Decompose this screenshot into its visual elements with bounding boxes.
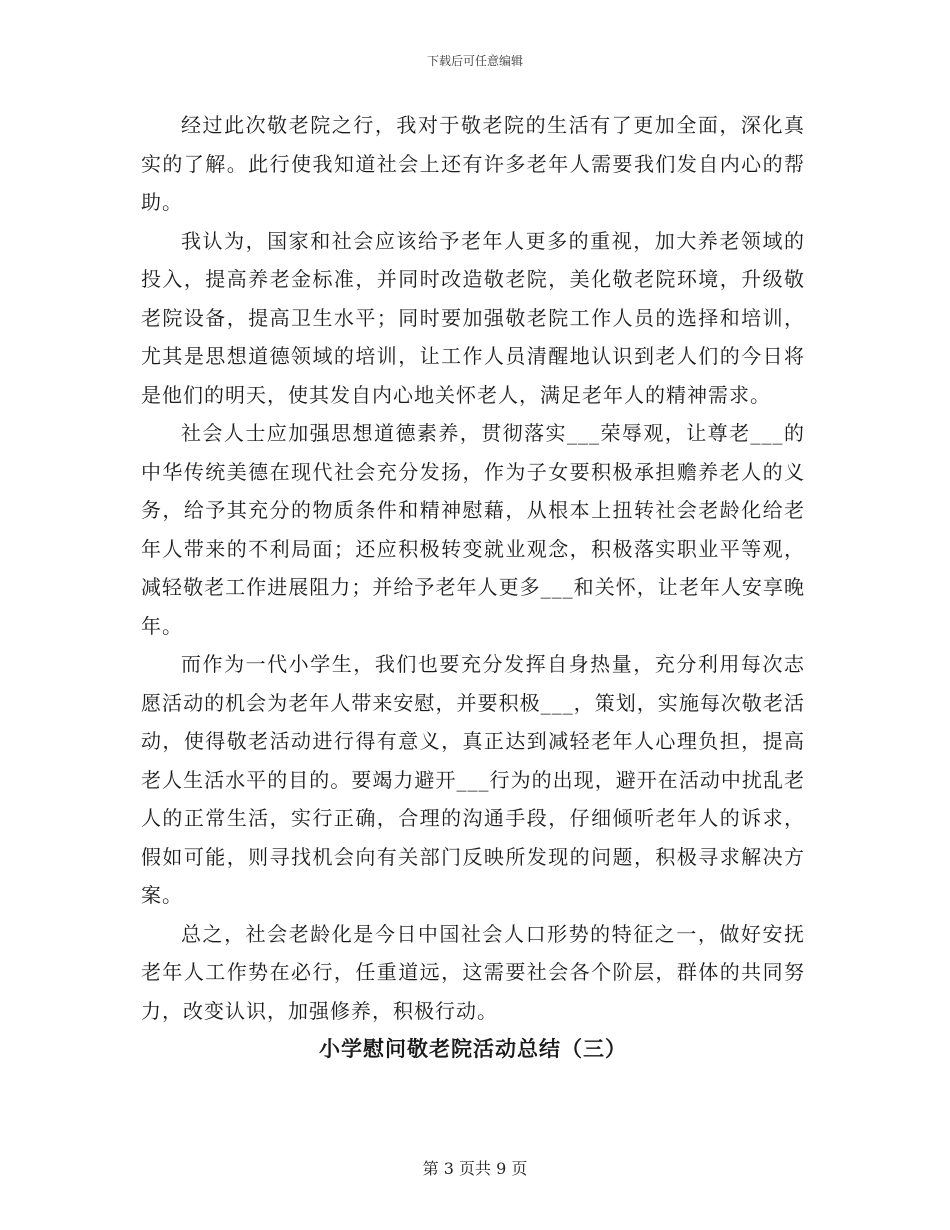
paragraph-1: 经过此次敬老院之行，我对于敬老院的生活有了更加全面，深化真实的了解。此行使我知道社会上还有许多老年人需要我们发自内心的帮助。 [141,113,805,214]
paragraph-4: 而作为一代小学生，我们也要充分发挥自身热量，充分利用每次志愿活动的机会为老年人带来安慰，并要积极___，策划，实施每次敬老活动，使得敬老活动进行得有意义，真正达到减轻老年人心理负担，提高老人生活水平的目的。要竭力避开___行为的出现，避开在活动中扰乱老人的正常生活，实行正确，合理的沟通手段，仔细倾听老年人的诉求，假如可能，则寻找机会向有关部门反映所发现的问题，积极寻求解决方案。 [141,652,805,907]
section-title: 小学慰问敬老院活动总结（三） [319,1036,627,1061]
paragraph-2: 我认为，国家和社会应该给予老年人更多的重视，加大养老领域的投入，提高养老金标准，并同时改造敬老院，美化敬老院环境，升级敬老院设备，提高卫生水平；同时要加强敬老院工作人员的选择和培训，尤其是思想道德领域的培训，让工作人员清醒地认识到老人们的今日将是他们的明天，使其发自内心地关怀老人，满足老年人的精神需求。 [141,228,805,407]
paragraph-5: 总之，社会老龄化是今日中国社会人口形势的特征之一，做好安抚老年人工作势在必行，任重道远，这需要社会各个阶层，群体的共同努力，改变认识，加强修养，积极行动。 [141,921,805,1023]
paragraph-3: 社会人士应加强思想道德素养，贯彻落实___荣辱观，让尊老___的中华传统美德在现代社会充分发扬，作为子女要积极承担赡养老人的义务，给予其充分的物质条件和精神慰藉，从根本上扭转社会老龄化给老年人带来的不利局面；还应积极转变就业观念，积极落实职业平等观，减轻敬老工作进展阻力；并给予老年人更多___和关怀，让老年人安享晚年。 [141,421,805,638]
page-header: 下载后可任意编辑 [426,54,523,68]
page-number: 第 3 页共 9 页 [422,1159,528,1178]
document-body [141,106,805,1069]
